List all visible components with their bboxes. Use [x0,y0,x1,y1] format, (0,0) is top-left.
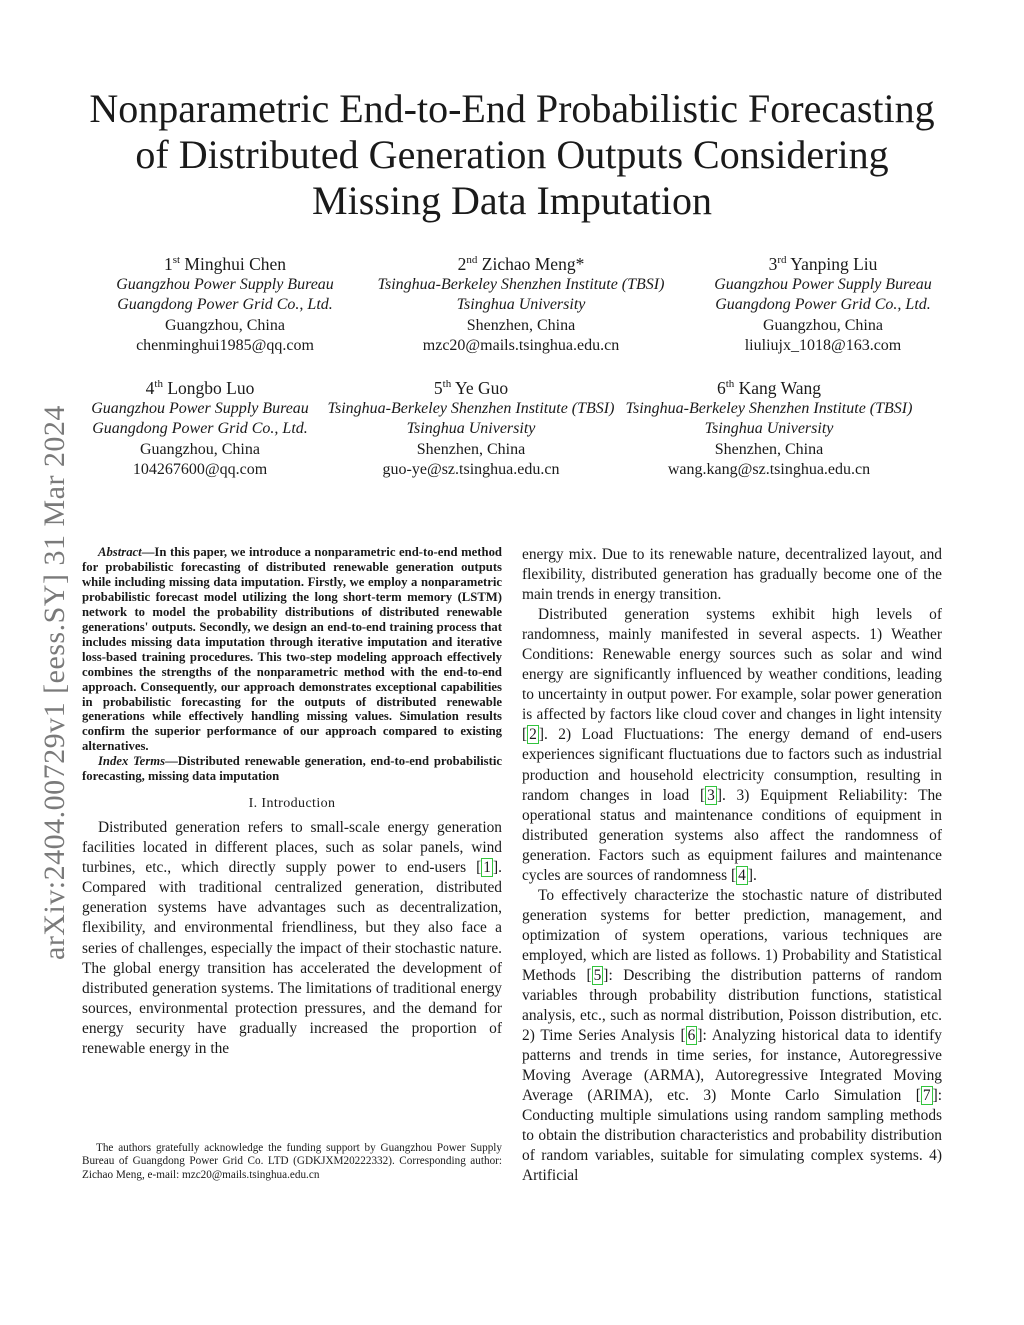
author-affiliation: Guangdong Power Grid Co., Ltd. [92,420,308,438]
citation-link[interactable]: 7 [922,1087,931,1105]
citation-link[interactable]: 6 [687,1027,696,1045]
author-city: Guangzhou, China [165,316,285,334]
author-name: 4th Longbo Luo [145,377,255,398]
author-affiliation: Guangdong Power Grid Co., Ltd. [715,296,931,314]
author-name: 1st Minghui Chen [163,253,287,274]
author-name: 5th Ye Guo [433,377,509,398]
body-paragraph: Distributed generation systems exhibit high levels of randomness, mainly manifested in several aspects. 1) Weather Conditions: Renewable energy sources such as solar and wind energy are significantly influenced by weather conditions, leading to uncertainty in output power. For example, solar power generation is affected by factors like cloud cover and changes in light intensity [ 2 ]. 2) Load Fluctuations: The energy demand of end-users experiences significant fluctuations due to factors such as industrial production and household electricity consumption, resulting in random changes in load [ 3 ]. 3) Equipment Reliability: The operational status and maintenance conditions of equipment in distributed generation systems also affect the randomness of generation. Factors such as equipment failures and maintenance cycles are sources of randomness [ 4 ]. [522,606,942,884]
intro-paragraph: Distributed generation refers to small-scale energy generation facilities located in different places, such as solar panels, wind turbines, etc., which directly supply power to end-users [ 1 ]. Compared with traditional centralized generation, distributed generation systems have advantages such as decentralization, flexibility, and environmental friendliness, but they also face a series of challenges, especially the impact of their stochastic nature. The global energy transition has accelerated the development of distributed generation systems. The limitations of traditional energy sources, environmental protection pressures, and the demand for energy security have gradually increased the proportion of renewable energy in the [82,819,502,1057]
author-block-5 [316,373,626,481]
author-email: chenminghui1985@qq.com [136,337,314,355]
author-affiliation: Tsinghua-Berkeley Shenzhen Institute (TBSI) [327,399,615,417]
author-email: wang.kang@sz.tsinghua.edu.cn [667,461,871,479]
citation-link[interactable]: 2 [529,726,537,744]
footnote: The authors gratefully acknowledge the funding support by Guangzhou Power Supply Bureau of Guangdong Power Grid Co. LTD (GDKJXM20222332). Corresponding author: Zichao Meng, e-mail: mzc20@mails.tsinghua.edu.cn [82,1142,502,1181]
author-city: Guangzhou, China [763,316,883,334]
author-city: Guangzhou, China [140,440,260,458]
author-email: 104267600@qq.com [132,461,268,479]
section-heading: I. Introduction [248,796,336,812]
citation-link[interactable]: 3 [707,786,715,804]
author-block-6 [600,373,938,481]
author-block-2 [360,249,682,357]
title-line: Nonparametric End-to-End Probabilistic Forecasting [89,86,935,131]
author-name: 3rd Yanping Liu [768,253,878,274]
body-paragraph: energy mix. Due to its renewable nature, decentralized layout, and flexibility, distributed generation has gradually become one of the main trends in energy transition. [522,546,942,604]
citation-link[interactable]: 4 [738,866,746,884]
author-affiliation: Guangzhou Power Supply Bureau [91,399,309,417]
author-affiliation: Tsinghua-Berkeley Shenzhen Institute (TBSI) [377,275,665,293]
author-city: Shenzhen, China [466,316,576,334]
author-block-1 [90,249,360,357]
author-name: 2nd Zichao Meng* [457,253,585,274]
title-line: of Distributed Generation Outputs Considering [135,132,889,177]
author-affiliation: Guangzhou Power Supply Bureau [714,275,932,293]
author-email: liuliujx_1018@163.com [744,337,902,355]
right-column [522,545,942,1187]
author-block-3 [690,249,956,357]
abstract-text: —In this paper, we introduce a nonparametric end-to-end method for probabilistic forecasting of distributed renewable generation outputs while including missing data imputation. Firstly, we employ a nonparametric probabilistic forecast model utilizing the long short-term memory (LSTM) network to model the probability distributions of distributed renewable generations' outputs. Secondly, we design an end-to-end training process that includes missing data imputation through iterative imputation and iterative loss-based training procedures. This two-step modeling approach effectively combines the strengths of the nonparametric method with the end-to-end approach. Consequently, our approach demonstrates exceptional capabilities in probabilistic forecasting for the outputs of distributed renewable generations while effectively handling missing values. Simulation results confirm the superior performance of our approach compared to existing alternatives. [82,545,502,754]
author-affiliation: Tsinghua University [704,420,834,438]
author-email: mzc20@mails.tsinghua.edu.cn [422,337,620,355]
title-line: Missing Data Imputation [312,178,712,223]
author-city: Shenzhen, China [416,440,526,458]
author-city: Shenzhen, China [714,440,824,458]
author-name: 6th Kang Wang [716,377,822,398]
author-affiliation: Guangzhou Power Supply Bureau [116,275,334,293]
author-affiliation: Guangdong Power Grid Co., Ltd. [117,296,333,314]
citation-link[interactable]: 1 [483,859,491,877]
index-terms-lead: Index Terms [98,754,166,769]
body-paragraph: To effectively characterize the stochastic nature of distributed generation systems for better prediction, management, and optimization of system operations, various techniques are employed, which are listed as follows. 1) Probability and Statistical Methods [ 5 ]: Describing the distribution patterns of random variables through probability distribution functions, statistical analysis, etc., such as normal distribution, Poisson distribution, etc. 2) Time Series Analysis [ 6 ]: Analyzing historical data to identify patterns and trends in time series, for instance, Autoregressive Moving Average (ARMA), Autoregressive Integrated Moving Average (ARIMA), etc. 3) Monte Carlo Simulation [ 7 ]: Conducting multiple simulations using random sampling methods to obtain the distribution characteristics and probability distribution of random variables, suitable for simulating complex systems. 4) Artificial [522,886,943,1185]
author-block-4 [70,373,330,481]
index-terms-text: —Distributed renewable generation, end-to-end probabilistic forecasting, missing data imputation [82,754,502,784]
index-terms [82,754,502,784]
abstract [82,545,502,754]
arxiv-identifier: arXiv:2404.00729v1 [eess.SY] 31 Mar 2024 [38,405,71,960]
left-column [82,545,502,1059]
author-email: guo-ye@sz.tsinghua.edu.cn [382,461,560,479]
author-affiliation: Tsinghua University [456,296,586,314]
author-affiliation: Tsinghua University [406,420,536,438]
abstract-lead: Abstract [98,545,142,559]
paper-title [80,86,944,224]
citation-link[interactable]: 5 [593,966,602,984]
author-affiliation: Tsinghua-Berkeley Shenzhen Institute (TBSI) [625,399,913,417]
